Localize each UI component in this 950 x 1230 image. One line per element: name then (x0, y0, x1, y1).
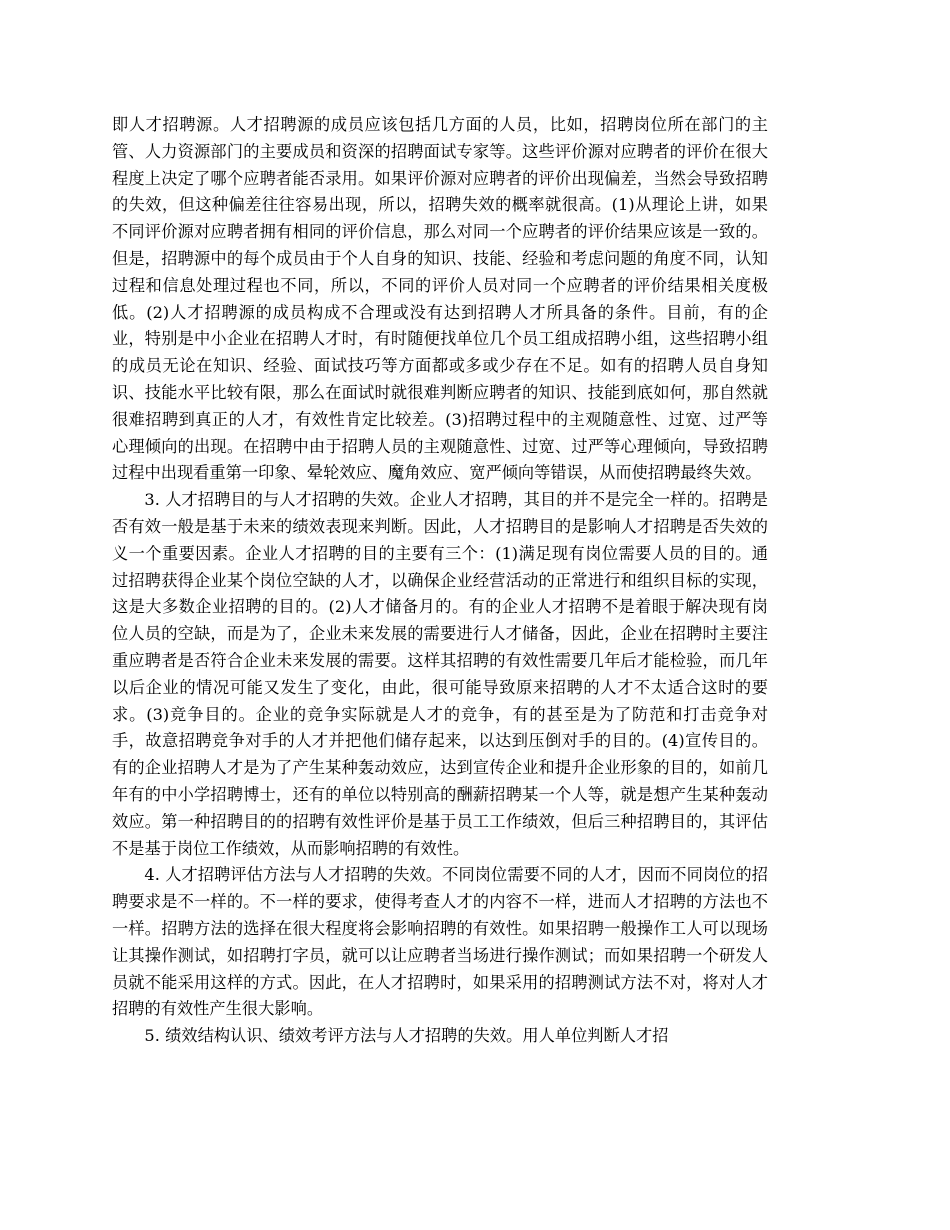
paragraph-recruitment-purpose: 3. 人才招聘目的与人才招聘的失效。企业人才招聘，其目的并不是完全一样的。招聘是否有效一般是基于未来的绩效表现来判断。因此，人才招聘目的是影响人才招聘是否失效的义一个重要因素。企业人才招聘的目的主要有三个：(1)满足现有岗位需要人员的目的。通过招聘获得企业某个岗位空缺的人才，以确保企业经营活动的正常进行和组织目标的实现，这是大多数企业招聘的目的。(2)人才储备月的。有的企业人才招聘不是着眼于解决现有岗位人员的空缺，而是为了，企业未来发展的需要进行人才储备，因此，企业在招聘时主要注重应聘者是否符合企业未来发展的需要。这样其招聘的有效性需要几年后才能检验，而几年以后企业的情况可能又发生了变化，由此，很可能导致原来招聘的人才不太适合这时的要求。(3)竞争目的。企业的竞争实际就是人才的竞争，有的甚至是为了防范和打击竞争对手，故意招聘竞争对手的人才并把他们储存起来，以达到压倒对手的目的。(4)宣传目的。有的企业招聘人才是为了产生某种轰动效应，达到宣传企业和提升企业形象的目的，如前几年有的中小学招聘博士，还有的单位以特别高的酬薪招聘某一个人等，就是想产生某种轰动效应。第一种招聘目的的招聘有效性评价是基于员工工作绩效，但后三种招聘目的，其评估不是基于岗位工作绩效，从而影响招聘的有效性。 (112, 490, 768, 858)
document-body (112, 112, 768, 1050)
paragraph-performance-structure: 5. 绩效结构认识、绩效考评方法与人才招聘的失效。用人单位判断人才招 (144, 1026, 669, 1046)
paragraph-evaluation-method: 4. 人才招聘评估方法与人才招聘的失效。不同岗位需要不同的人才，因而不同岗位的招聘要求是不一样的。不一样的要求，使得考查人才的内容不一样，进而人才招聘的方法也不一样。招聘方法的选择在很大程度将会影响招聘的有效性。如果招聘一般操作工人可以现场让其操作测试，如招聘打字员，就可以让应聘者当场进行操作测试；而如果招聘一个研发人员就不能采用这样的方式。因此，在人才招聘时，如果采用的招聘测试方法不对，将对人才招聘的有效性产生很大影响。 (112, 865, 768, 1019)
paragraph-recruitment-source: 即人才招聘源。人才招聘源的成员应该包括几方面的人员，比如，招聘岗位所在部门的主管、人力资源部门的主要成员和资深的招聘面试专家等。这些评价源对应聘者的评价在很大程度上决定了哪个应聘者能否录用。如果评价源对应聘者的评价出现偏差，当然会导致招聘的失效，但这种偏差往往容易出现，所以，招聘失效的概率就很高。(1)从理论上讲，如果不同评价源对应聘者拥有相同的评价信息，那么对同一个应聘者的评价结果应该是一致的。但是，招聘源中的每个成员由于个人自身的知识、技能、经验和考虑问题的角度不同，认知过程和信息处理过程也不同，所以，不同的评价人员对同一个应聘者的评价结果相关度极低。(2)人才招聘源的成员构成不合理或没有达到招聘人才所具备的条件。目前，有的企业，特别是中小企业在招聘人才时，有时随便找单位几个员工组成招聘小组，这些招聘小组的成员无论在知识、经验、面试技巧等方面都或多或少存在不足。如有的招聘人员自身知识、技能水平比较有限，那么在面试时就很难判断应聘者的知识、技能到底如何，那自然就很难招聘到真正的人才，有效性肯定比较差。(3)招聘过程中的主观随意性、过宽、过严等心理倾向的出现。在招聘中由于招聘人员的主观随意性、过宽、过严等心理倾向，导致招聘过程中出现看重第一印象、晕轮效应、魔角效应、宽严倾向等错误，从而使招聘最终失效。 (112, 115, 768, 483)
